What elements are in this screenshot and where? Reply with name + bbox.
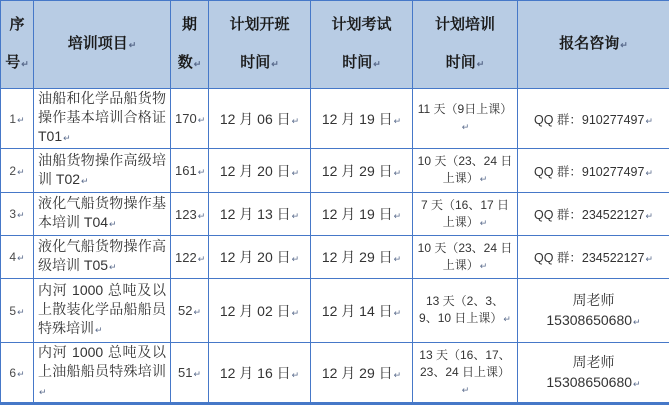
cell-exam-time	[311, 343, 413, 404]
cell-contact	[518, 89, 669, 149]
paragraph-mark: ↵	[620, 40, 628, 50]
contact-phone-text	[522, 372, 665, 394]
paragraph-mark: ↵	[17, 253, 25, 263]
paragraph-mark: ↵	[197, 115, 206, 125]
header-exam-line1: 计划考试	[331, 17, 392, 33]
table-row	[1, 89, 669, 149]
serial-text: 1↵	[9, 111, 25, 126]
header-start-time	[209, 1, 311, 89]
phone-number: 15308650680↵	[546, 373, 641, 390]
serial-text: 6↵	[9, 365, 25, 380]
cell-start-time	[209, 279, 311, 343]
paragraph-mark: ↵	[109, 219, 117, 229]
exam-time-text: 12 月 19 日↵	[321, 206, 402, 222]
exam-time-text: 12 月 29 日↵	[321, 249, 402, 265]
cell-start-time	[209, 89, 311, 149]
paragraph-mark: ↵	[63, 133, 71, 143]
header-project-line1: 培训项目↵	[67, 36, 137, 52]
paragraph-mark: ↵	[479, 217, 488, 228]
table-row	[1, 236, 669, 279]
start-time-text: 12 月 20 日↵	[219, 162, 300, 179]
cell-exam-time	[311, 149, 413, 193]
paragraph-mark: ↵	[503, 314, 511, 324]
exam-time-text: 12 月 14 日↵	[321, 302, 402, 319]
serial-text: 5↵	[9, 303, 25, 318]
paragraph-mark: ↵	[291, 369, 300, 380]
paragraph-mark: ↵	[17, 210, 25, 220]
period-text: 52↵	[177, 303, 201, 318]
paragraph-mark: ↵	[291, 254, 300, 264]
cell-start-time	[209, 149, 311, 193]
start-time-text: 12 月 02 日↵	[219, 302, 300, 319]
project-text: 油船和化学品船货物操作基本培训合格证 T01↵	[38, 90, 166, 144]
serial-text: 4↵	[9, 250, 25, 264]
contact-name-text: 周老师	[572, 353, 615, 370]
paragraph-mark: ↵	[291, 307, 300, 318]
project-text: 内河 1000 总吨及以上散装化学品船船员特殊培训↵	[38, 282, 166, 336]
header-training-line1: 计划培训	[434, 17, 495, 33]
exam-time-text: 12 月 29 日↵	[321, 162, 402, 179]
table-row	[1, 193, 669, 236]
cell-exam-time	[311, 279, 413, 343]
cell-contact	[518, 149, 669, 193]
header-start-line2: 时间↵	[240, 55, 279, 71]
paragraph-mark: ↵	[197, 167, 206, 177]
project-text: 液化气船货物操作高级培训 T05↵	[38, 238, 166, 273]
contact-text: QQ 群：234522127↵	[533, 251, 654, 265]
cell-project	[34, 343, 171, 404]
period-text: 123↵	[175, 206, 206, 222]
paragraph-mark: ↵	[479, 260, 488, 271]
paragraph-mark: ↵	[645, 167, 654, 178]
cell-exam-time	[311, 89, 413, 149]
cell-project	[34, 279, 171, 343]
start-time-text: 12 月 13 日↵	[219, 206, 300, 222]
paragraph-mark: ↵	[17, 114, 25, 125]
cell-contact	[518, 193, 669, 236]
cell-serial	[1, 193, 34, 236]
paragraph-mark: ↵	[393, 307, 402, 318]
paragraph-mark: ↵	[645, 211, 654, 221]
cell-training-time	[413, 343, 518, 404]
training-time-text: 11 天（9日上课）↵	[417, 102, 513, 132]
header-serial-line2: 号↵	[5, 55, 29, 71]
training-time-text: 10 天（23、24 日上课）↵	[417, 154, 513, 185]
contact-text: QQ 群：234522127↵	[533, 208, 654, 222]
cell-project	[34, 236, 171, 279]
cell-contact	[518, 343, 669, 404]
paragraph-mark: ↵	[271, 59, 279, 69]
header-contact-line1: 报名咨询↵	[559, 36, 628, 52]
header-training-time	[413, 1, 518, 89]
paragraph-mark: ↵	[197, 210, 206, 221]
header-contact	[518, 1, 669, 89]
cell-project	[34, 193, 171, 236]
period-text: 161↵	[175, 163, 206, 178]
cell-training-time	[413, 236, 518, 279]
paragraph-mark: ↵	[479, 174, 488, 184]
paragraph-mark: ↵	[109, 262, 117, 272]
paragraph-mark: ↵	[461, 384, 470, 395]
paragraph-mark: ↵	[645, 115, 654, 126]
paragraph-mark: ↵	[373, 59, 381, 69]
period-text: 51↵	[177, 365, 201, 380]
header-period-line2: 数↵	[177, 55, 202, 71]
project-text: 液化气船货物操作基本培训 T04↵	[38, 195, 166, 230]
period-text: 170↵	[175, 111, 206, 126]
cell-period	[171, 279, 209, 343]
contact-text: QQ 群：910277497↵	[533, 164, 654, 179]
table-row	[1, 343, 669, 404]
header-training-line2: 时间↵	[445, 55, 485, 71]
header-start-line1: 计划开班	[229, 17, 290, 33]
header-exam-time	[311, 1, 413, 89]
cell-start-time	[209, 193, 311, 236]
paragraph-mark: ↵	[21, 59, 29, 69]
cell-period	[171, 236, 209, 279]
paragraph-mark: ↵	[39, 387, 47, 397]
paragraph-mark: ↵	[17, 166, 25, 177]
paragraph-mark: ↵	[193, 59, 202, 69]
paragraph-mark: ↵	[633, 378, 641, 389]
cell-period	[171, 149, 209, 193]
training-time-text: 7 天（16、17 日上课）↵	[420, 197, 510, 229]
cell-serial	[1, 89, 34, 149]
paragraph-mark: ↵	[393, 115, 402, 126]
header-row	[1, 1, 669, 89]
paragraph-mark: ↵	[193, 369, 201, 379]
cell-start-time	[209, 236, 311, 279]
cell-serial	[1, 149, 34, 193]
serial-text: 3↵	[9, 207, 25, 221]
cell-start-time	[209, 343, 311, 404]
contact-phone-text	[522, 310, 665, 332]
paragraph-mark: ↵	[291, 115, 300, 126]
header-project	[34, 1, 171, 89]
cell-exam-time	[311, 236, 413, 279]
cell-serial	[1, 236, 34, 279]
cell-exam-time	[311, 193, 413, 236]
serial-text: 2↵	[9, 163, 25, 178]
table-row	[1, 149, 669, 193]
paragraph-mark: ↵	[17, 368, 25, 379]
cell-training-time	[413, 279, 518, 343]
start-time-text: 12 月 16 日↵	[219, 364, 300, 381]
cell-training-time	[413, 149, 518, 193]
paragraph-mark: ↵	[95, 325, 103, 335]
cell-period	[171, 343, 209, 404]
cell-contact	[518, 279, 669, 343]
paragraph-mark: ↵	[633, 316, 641, 327]
paragraph-mark: ↵	[193, 307, 201, 317]
cell-project	[34, 89, 171, 149]
cell-contact	[518, 236, 669, 279]
cell-period	[171, 193, 209, 236]
training-time-text: 13 天（2、3、9、10 日上课）↵	[419, 294, 511, 325]
paragraph-mark: ↵	[461, 122, 470, 132]
header-serial-line1: 序	[9, 17, 25, 33]
training-time-text: 13 天（16、17、23、24 日上课）↵	[419, 347, 511, 395]
paragraph-mark: ↵	[393, 369, 402, 380]
paragraph-mark: ↵	[17, 306, 25, 317]
header-exam-line2: 时间↵	[342, 55, 381, 71]
cell-project	[34, 149, 171, 193]
cell-training-time	[413, 89, 518, 149]
phone-number: 15308650680↵	[546, 311, 641, 328]
period-text: 122↵	[175, 249, 206, 265]
paragraph-mark: ↵	[128, 40, 137, 50]
contact-name-text: 周老师	[572, 291, 615, 308]
header-serial	[1, 1, 34, 89]
exam-time-text: 12 月 29 日↵	[321, 364, 402, 381]
paragraph-mark: ↵	[645, 254, 654, 264]
table-row	[1, 279, 669, 343]
paragraph-mark: ↵	[291, 167, 300, 178]
paragraph-mark: ↵	[393, 211, 402, 221]
project-text: 油船货物操作高级培训 T02↵	[38, 151, 166, 187]
training-time-text: 10 天（23、24 日上课）↵	[417, 240, 513, 272]
cell-serial	[1, 343, 34, 404]
paragraph-mark: ↵	[393, 254, 402, 264]
header-period	[171, 1, 209, 89]
project-text: 内河 1000 总吨及以上油船船员特殊培训↵	[38, 344, 166, 397]
cell-period	[171, 89, 209, 149]
paragraph-mark: ↵	[393, 167, 402, 178]
exam-time-text: 12 月 19 日↵	[321, 110, 402, 127]
start-time-text: 12 月 06 日↵	[219, 110, 300, 127]
paragraph-mark: ↵	[291, 211, 300, 221]
paragraph-mark: ↵	[476, 59, 485, 69]
header-period-line1: 期	[181, 17, 197, 33]
start-time-text: 12 月 20 日↵	[219, 249, 300, 265]
cell-serial	[1, 279, 34, 343]
paragraph-mark: ↵	[197, 253, 206, 264]
cell-training-time	[413, 193, 518, 236]
paragraph-mark: ↵	[81, 175, 89, 186]
contact-text: QQ 群：910277497↵	[533, 112, 654, 127]
